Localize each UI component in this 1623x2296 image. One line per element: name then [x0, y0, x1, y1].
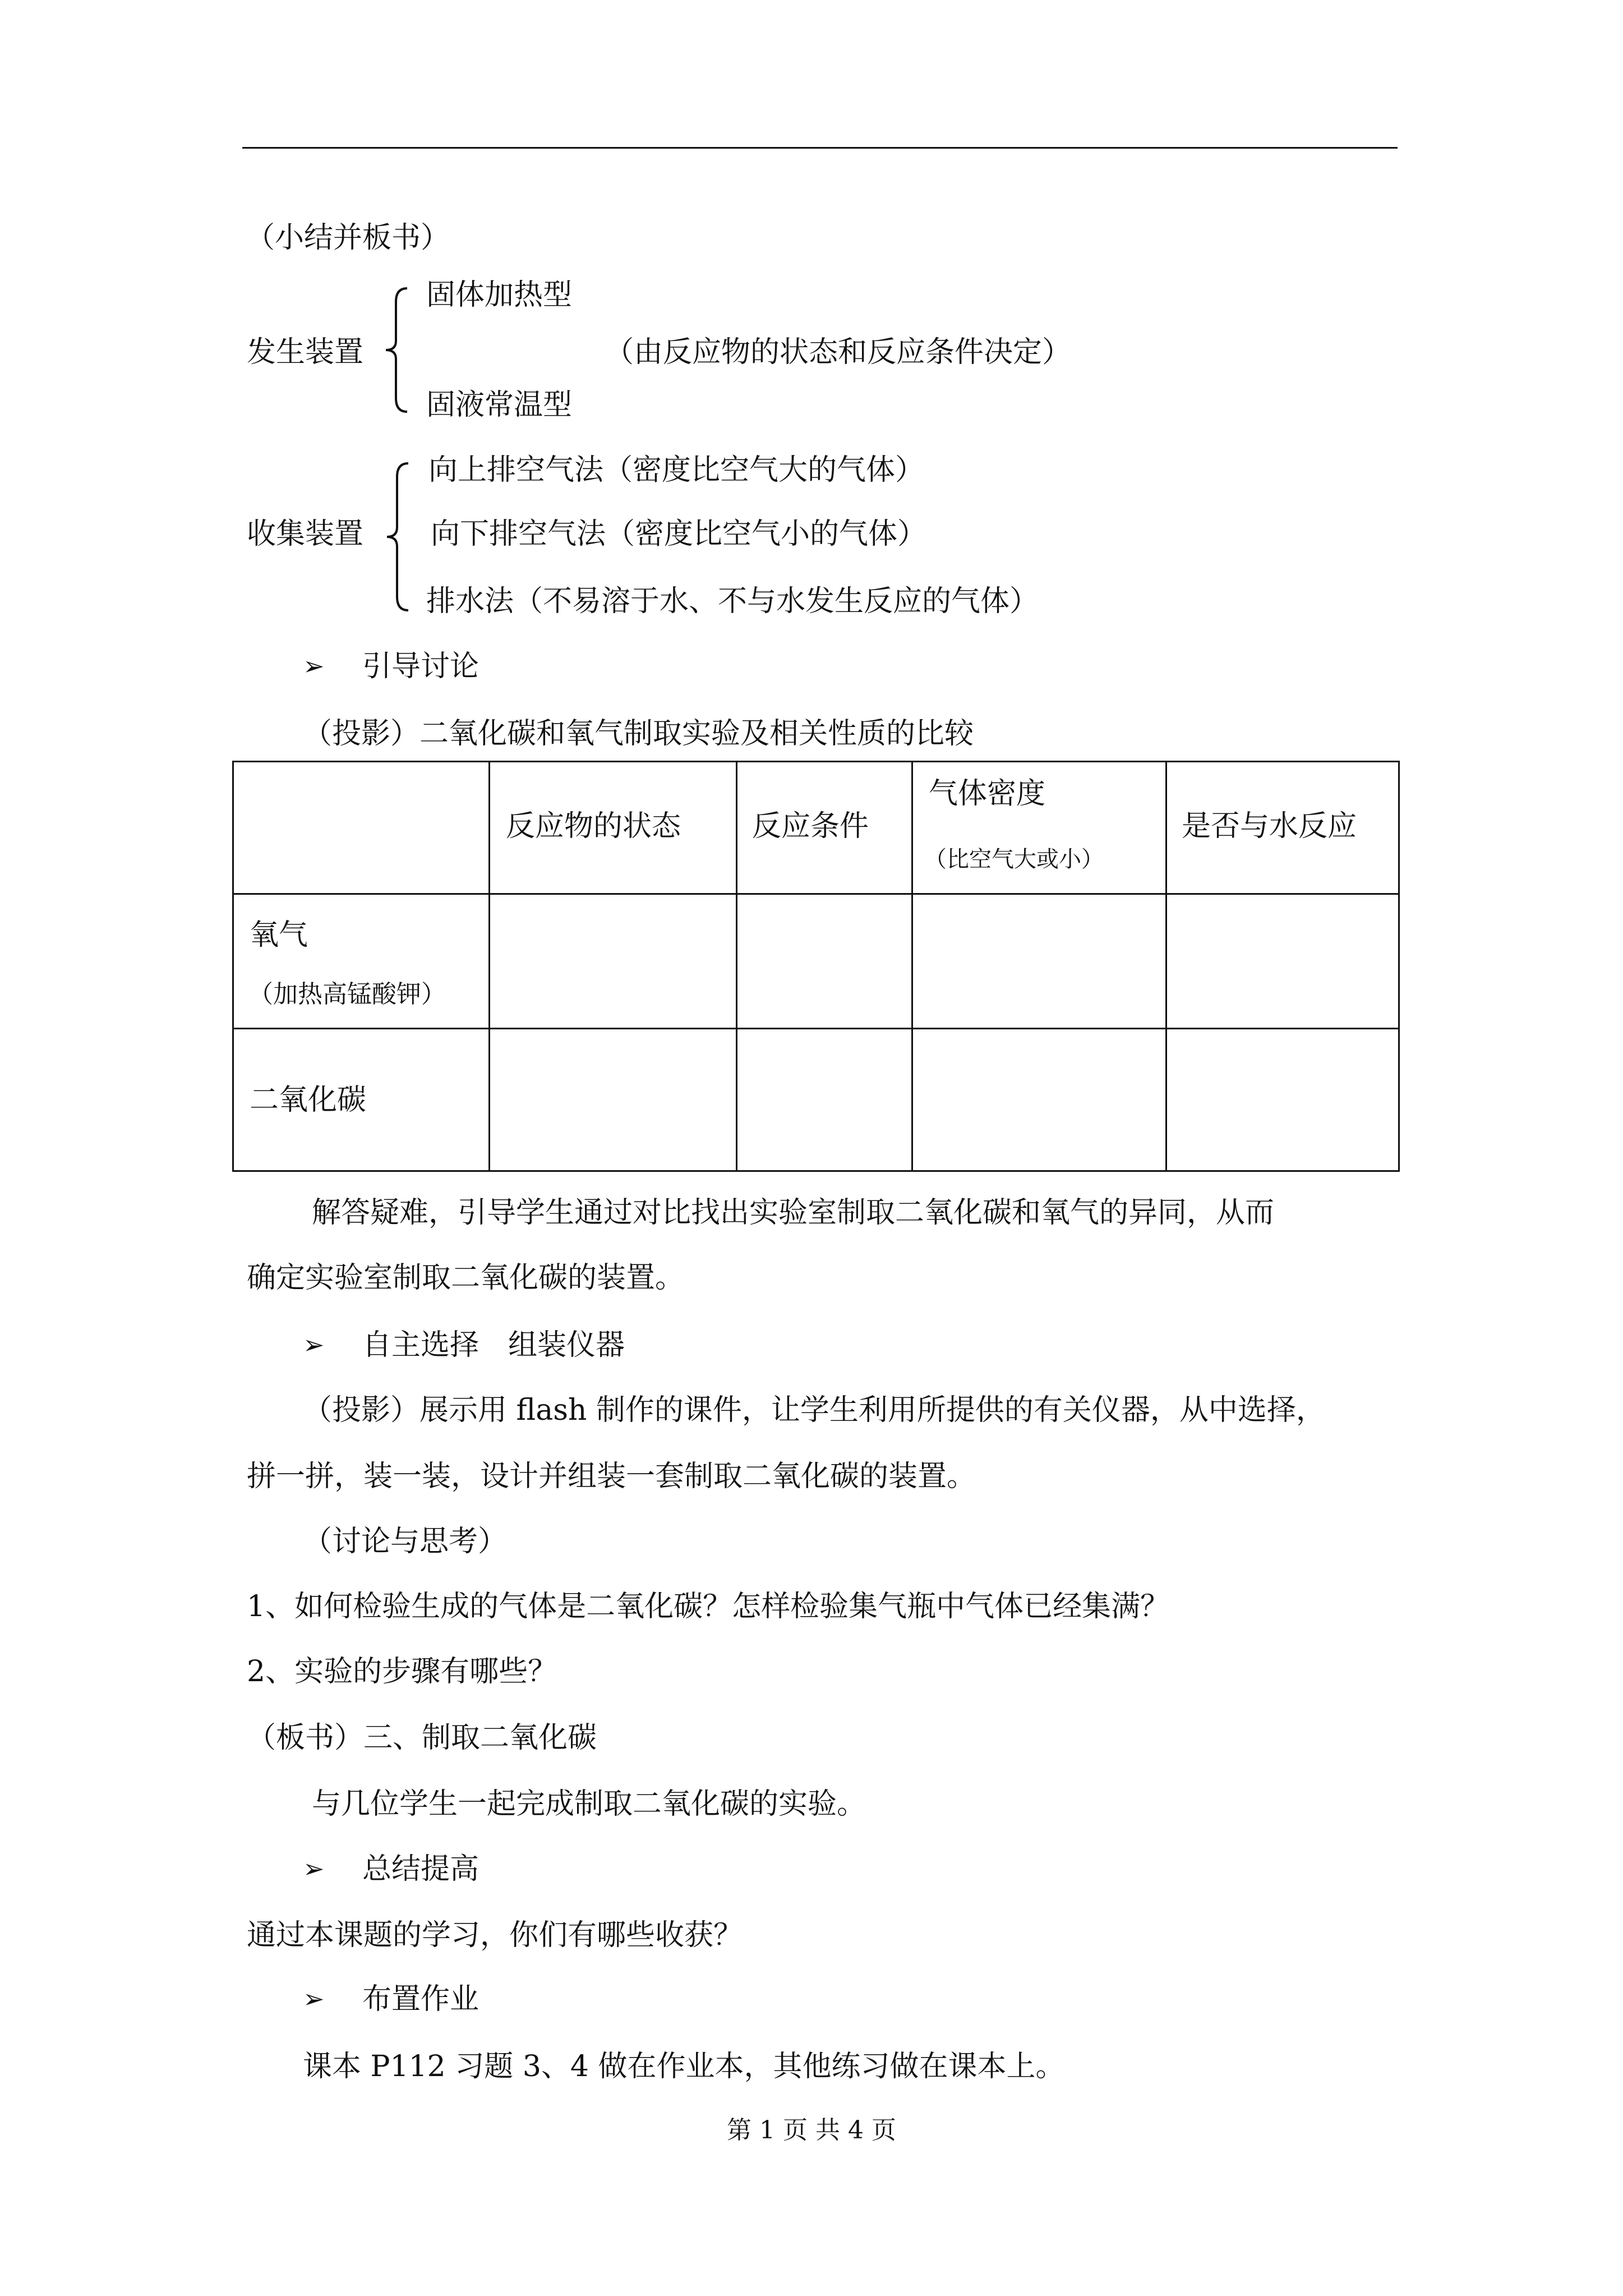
- generator-brace: [380, 285, 414, 415]
- oxygen-sub: （加热高锰酸钾）: [248, 980, 446, 1009]
- generator-option2: 固液常温型: [426, 388, 573, 422]
- projection-title: （投影）二氧化碳和氧气制取实验及相关性质的比较: [303, 717, 974, 751]
- bullet-arrow-icon: ➢: [303, 1853, 325, 1884]
- table-header-cell: [737, 762, 912, 894]
- header-gas-density: 气体密度: [929, 777, 1046, 811]
- header-reactant-state: 反应物的状态: [506, 809, 681, 843]
- collector-option2: 向下排空气法（密度比空气小的气体）: [431, 517, 927, 551]
- discuss-heading: 引导讨论: [362, 650, 479, 683]
- harvest-question: 通过本课题的学习，你们有哪些收获？: [247, 1918, 743, 1952]
- table-header-cell: [1166, 762, 1399, 894]
- flash-paragraph-line2: 拼一拼，装一装，设计并组装一套制取二氧化碳的装置。: [247, 1460, 976, 1493]
- answer-paragraph-line1: 解答疑难，引导学生通过对比找出实验室制取二氧化碳和氧气的异同，从而: [312, 1196, 1275, 1230]
- experiment-line: 与几位学生一起完成制取二氧化碳的实验。: [312, 1787, 866, 1821]
- generator-note: （由反应物的状态和反应条件决定）: [605, 335, 1072, 369]
- header-reaction-condition: 反应条件: [752, 809, 869, 843]
- board-heading: （板书）三、制取二氧化碳: [247, 1721, 597, 1755]
- table-cell: [912, 1029, 1166, 1171]
- comparison-table: [232, 761, 1400, 1172]
- choose-heading: 自主选择 组装仪器: [362, 1328, 625, 1362]
- collector-brace: [381, 459, 415, 615]
- header-density-sub: （比空气大或小）: [924, 846, 1104, 872]
- bullet-arrow-icon: ➢: [303, 1984, 325, 2014]
- flash-paragraph-line1: （投影）展示用 flash 制作的课件，让学生利用所提供的有关仪器，从中选择，: [303, 1393, 1325, 1427]
- page-footer: 第 1 页 共 4 页: [727, 2116, 896, 2145]
- generator-option1: 固体加热型: [426, 278, 573, 312]
- table-cell: [1166, 894, 1399, 1029]
- table-row: [233, 894, 1399, 1029]
- summary-title: （小结并板书）: [246, 221, 450, 255]
- table-cell: [737, 894, 912, 1029]
- table-header-empty: [233, 762, 490, 894]
- think-title: （讨论与思考）: [303, 1525, 508, 1558]
- homework-text: 课本 P112 习题 3、4 做在作业本，其他练习做在课本上。: [303, 2050, 1065, 2083]
- collector-option1: 向上排空气法（密度比空气大的气体）: [428, 453, 925, 487]
- table-header-cell: [490, 762, 737, 894]
- question-2: 2、实验的步骤有哪些？: [247, 1655, 557, 1688]
- bullet-arrow-icon: ➢: [303, 1329, 325, 1360]
- sum-up-heading: 总结提高: [362, 1852, 479, 1886]
- generator-label: 发生装置: [247, 335, 364, 369]
- oxygen-label: 氧气: [250, 918, 308, 952]
- answer-paragraph-line2: 确定实验室制取二氧化碳的装置。: [247, 1261, 685, 1295]
- question-1: 1、如何检验生成的气体是二氧化碳？怎样检验集气瓶中气体已经集满？: [247, 1590, 1170, 1623]
- collector-option3: 排水法（不易溶于水、不与水发生反应的气体）: [426, 585, 1039, 618]
- row-label-oxygen: [233, 894, 490, 1029]
- table-header-cell: [912, 762, 1166, 894]
- header-rule: [242, 147, 1398, 149]
- co2-label: 二氧化碳: [250, 1083, 367, 1117]
- table-cell: [490, 1029, 737, 1171]
- collector-label: 收集装置: [247, 517, 364, 551]
- table-cell: [737, 1029, 912, 1171]
- table-header-row: [233, 762, 1399, 894]
- table-cell: [1166, 1029, 1399, 1171]
- header-water-reaction: 是否与水反应: [1182, 809, 1357, 843]
- table-row: [233, 1029, 1399, 1171]
- table-cell: [490, 894, 737, 1029]
- table-cell: [912, 894, 1166, 1029]
- bullet-arrow-icon: ➢: [303, 651, 325, 681]
- row-label-co2: [233, 1029, 490, 1171]
- homework-heading: 布置作业: [362, 1982, 479, 2016]
